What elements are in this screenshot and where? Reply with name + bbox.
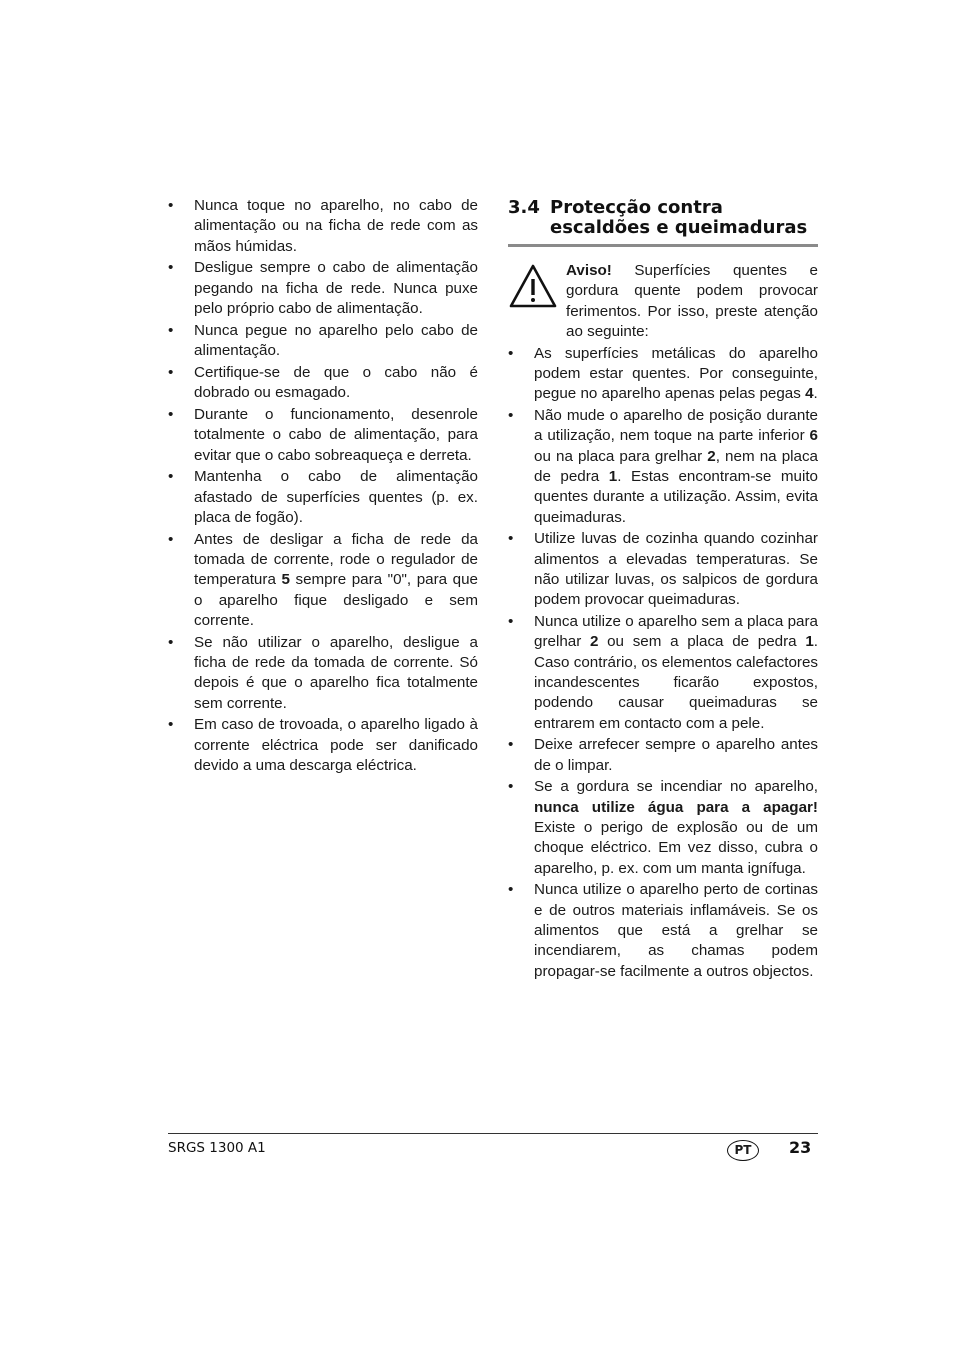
warning-text xyxy=(566,261,818,342)
bullet-item xyxy=(168,633,478,714)
section-heading xyxy=(508,196,818,238)
bold-text: 6 xyxy=(809,427,818,445)
bullet-item xyxy=(168,321,478,362)
bullet-item xyxy=(508,344,818,405)
text-segment: Se não utilizar o aparelho, desligue a ficha de rede da tomada de corrente. Só depois é que o aparelho fica totalmente sem corrente. xyxy=(194,633,478,712)
text-segment: ou sem a placa de pedra xyxy=(598,633,806,651)
warning-label: Aviso! xyxy=(566,262,612,279)
left-column xyxy=(168,196,478,778)
text-segment: Desligue sempre o cabo de alimentação pegando na ficha de rede. Nunca puxe pelo próprio cabo de alimentação. xyxy=(194,259,478,317)
text-segment: Em caso de trovoada, o aparelho ligado à corrente eléctrica pode ser danificado devido a uma descarga eléctrica. xyxy=(194,716,478,775)
text-segment: sempre para "0", para que o aparelho fique desligado e sem corrente. xyxy=(194,571,479,629)
bold-text: 2 xyxy=(589,633,599,651)
text-segment: Nunca pegue no aparelho pelo cabo de alimentação. xyxy=(194,321,478,360)
text-segment: Durante o funcionamento, desenrole totalmente o cabo de alimentação, para evitar que o cabo sobreaqueça e derreta. xyxy=(194,405,478,464)
text-segment: Mantenha o cabo de alimentação afastado de superfícies quentes (p. ex. placa de fogão). xyxy=(194,468,478,526)
left-bullet-list xyxy=(168,196,478,776)
warning-body: Superfícies quentes e gordura quente podem provocar ferimentos. Por isso, preste atenção ao seguinte: xyxy=(566,262,818,340)
text-segment: Não mude o aparelho de posição durante a utilização, nem toque na parte inferior xyxy=(534,407,818,445)
text-segment: Nunca toque no aparelho, no cabo de alimentação ou na ficha de rede com as mãos húmidas. xyxy=(194,197,478,255)
language-badge: PT xyxy=(727,1140,759,1161)
bullet-item xyxy=(168,530,478,631)
text-segment: . Caso contrário, os elementos calefactores incandescentes ficarão expostos, podendo causar queimaduras se entrarem em contacto com a pele. xyxy=(534,633,818,732)
bold-text: 1 xyxy=(608,467,618,485)
bullet-item xyxy=(168,467,478,528)
bullet-item xyxy=(508,529,818,610)
bold-text: nunca utilize água para a apagar! xyxy=(534,798,818,816)
text-segment: Antes de desligar a ficha de rede da tomada de corrente, rode o regulador de temperatura xyxy=(194,530,478,589)
text-segment: . Estas encontram-se muito quentes durante a utilização. Assim, evita queimaduras. xyxy=(534,467,818,526)
text-segment: Nunca utilize o aparelho sem a placa para grelhar xyxy=(534,613,818,651)
bullet-item xyxy=(508,777,818,878)
text-segment: , nem na placa de pedra xyxy=(534,447,819,485)
page-number: 23 xyxy=(789,1138,812,1157)
bold-text: 2 xyxy=(707,447,716,465)
bold-text: 1 xyxy=(805,633,814,651)
bullet-item xyxy=(168,363,478,404)
bullet-item xyxy=(508,735,818,776)
warning-triangle-icon xyxy=(508,261,566,342)
text-segment: Utilize luvas de cozinha quando cozinhar alimentos a elevadas temperaturas. Se não utilizar luvas, os salpicos de gordura podem provocar queimaduras. xyxy=(534,530,818,609)
bold-text: 5 xyxy=(281,571,290,589)
right-bullet-list xyxy=(508,344,818,982)
bullet-item xyxy=(508,612,818,734)
text-segment: Existe o perigo de explosão ou de um choque eléctrico. Em vez disso, cubra o aparelho, p. ex. com um manta ignífuga. xyxy=(534,819,818,877)
text-segment: Nunca utilize o aparelho perto de cortinas e de outros materiais inflamáveis. Se os alimentos que está a grelhar se incendiarem, as chamas podem propagar-se facilmente a outros objectos. xyxy=(534,881,818,980)
text-segment: ou na placa para grelhar xyxy=(534,447,708,465)
section-title: Protecção contra escaldões e queimaduras xyxy=(550,197,808,238)
bullet-item xyxy=(168,196,478,257)
heading-rule xyxy=(508,244,818,247)
warning-box xyxy=(508,261,818,342)
bullet-item xyxy=(168,258,478,319)
text-segment: Deixe arrefecer sempre o aparelho antes de o limpar. xyxy=(534,736,818,774)
footer-rule xyxy=(168,1133,818,1134)
footer-model: SRGS 1300 A1 xyxy=(168,1140,266,1156)
bullet-item xyxy=(168,405,478,466)
text-segment: . xyxy=(813,385,818,403)
section-number: 3.4 xyxy=(508,197,540,218)
text-segment: Se a gordura se incendiar no aparelho, xyxy=(534,778,818,796)
bullet-item xyxy=(168,715,478,776)
bullet-item xyxy=(508,880,818,981)
text-segment: Certifique-se de que o cabo não é dobrado ou esmagado. xyxy=(194,363,478,402)
bold-text: 4 xyxy=(805,385,814,403)
text-segment: As superfícies metálicas do aparelho podem estar quentes. Por conseguinte, pegue no aparelho apenas pelas pegas xyxy=(534,344,818,403)
right-column xyxy=(508,196,818,983)
bullet-item xyxy=(508,406,818,528)
